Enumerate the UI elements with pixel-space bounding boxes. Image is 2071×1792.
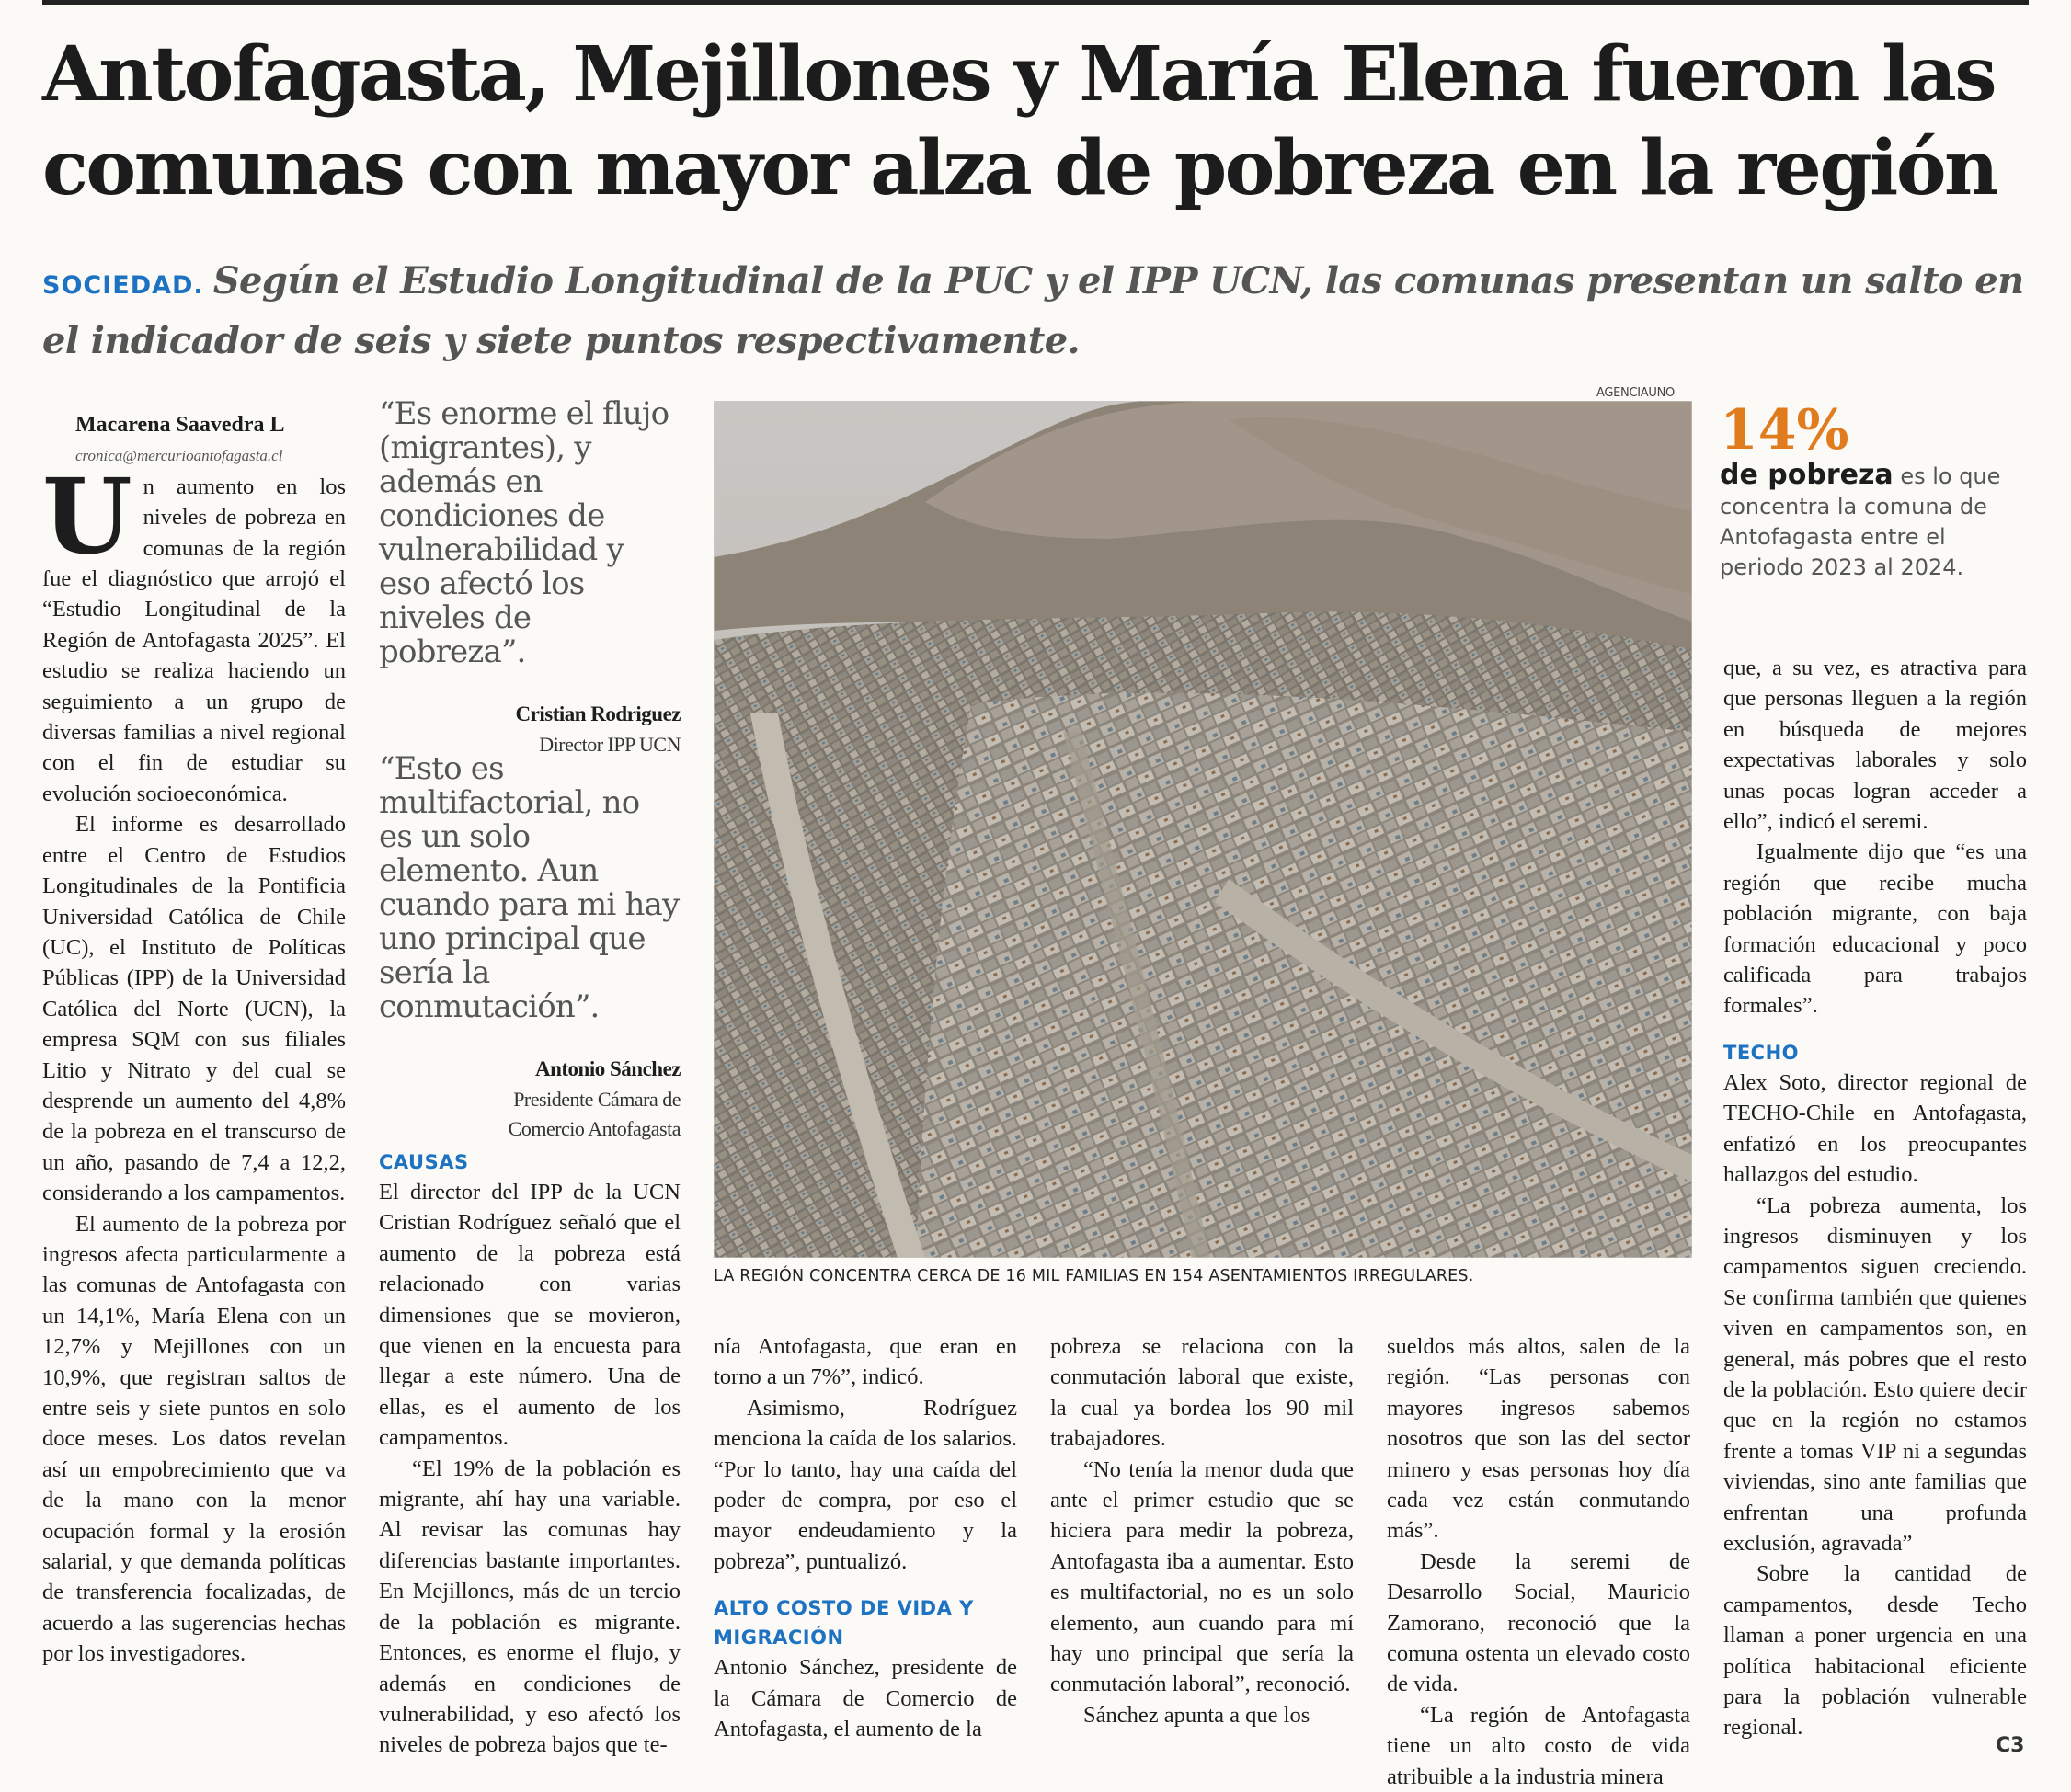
quote-author: Cristian Rodriguez: [515, 702, 681, 725]
headline-line-2: comunas con mayor alza de pobreza en la región: [42, 124, 1997, 212]
quote-role: Presidente Cámara de Comercio Antofagasta: [508, 1088, 681, 1140]
headline-line-1: Antofagasta, Mejillones y María Elena fueron las: [42, 30, 1996, 119]
kicker-text: Según el Estudio Longitudinal de la PUC y el IPP UCN, las comunas presentan un salto en el indicador de seis y siete puntos respectivamente.: [42, 259, 2024, 362]
paragraph: Igualmente dijo que “es una región que recibe mucha población migrante, con baja formación educacional y poco calificada para trabajos formales”.: [1723, 839, 2027, 1019]
paragraph: Asimismo, Rodríguez menciona la caída de los salarios. “Por lo tanto, hay una caída del poder de compra, por eso el mayor endeudamiento y la pobreza”, puntualizó.: [714, 1395, 1017, 1574]
paragraph: pobreza se relaciona con la conmutación laboral que existe, la cual ya bordea los 90 mil trabajadores.: [1050, 1334, 1354, 1452]
article-column-5: [1387, 1331, 1690, 1792]
stat-description: [1720, 460, 2032, 583]
quote-text: “Esto es multifactorial, no es un solo elemento. Aun cuando para mi hay uno principal que sería la conmutación”.: [379, 750, 680, 1025]
paragraph: “La región de Antofagasta tiene un alto costo de vida atribuible a la industria minera: [1387, 1702, 1690, 1789]
paragraph: “No tenía la menor duda que ante el primer estudio que se hiciera para medir la pobreza, Antofagasta iba a aumentar. Esto es multifactorial, no es un solo elemento, aun cuando para mí hay uno principal que sería la conmutación laboral”, reconoció.: [1050, 1456, 1354, 1697]
pull-quote-2: [379, 752, 681, 1144]
photo-illustration: [714, 401, 1692, 1258]
article-column-3: [714, 1331, 1017, 1744]
stat-box: [1720, 398, 2032, 583]
drop-cap: U: [42, 456, 132, 577]
paragraph: Sánchez apunta a que los: [1083, 1702, 1310, 1728]
paragraph: El informe es desarrollado entre el Centro de Estudios Longitudinales de la Pontificia Universidad Católica de Chile (UC), el Instituto de Políticas Públicas (IPP) de la Universidad Católica del Norte (UCN), la empresa SQM con sus filiales Litio y Nitrato y del cual se desprende un aumento del 4,8% de la pobreza en el transcurso de un año, pasando de 7,4 a 12,2, considerando a los campamentos.: [42, 812, 346, 1206]
quote-role: Director IPP UCN: [539, 733, 681, 756]
paragraph: “El 19% de la población es migrante, ahí hay una variable. Al revisar las comunas hay diferencias bastante importantes. En Mejillones, más de un tercio de la población es migrante. Entonces, es enorme el flujo, y además en condiciones de vulnerabilidad, y eso afectó los niveles de pobreza bajos que te-: [379, 1455, 681, 1758]
subhead-migracion: MIGRACIÓN: [714, 1626, 844, 1649]
byline-author: Macarena Saavedra L: [75, 413, 285, 437]
photo-credit: AGENCIAUNO: [1596, 386, 1675, 400]
paragraph: “La pobreza aumenta, los ingresos disminuyen y los campamentos siguen creciendo. Se confirma también que quienes viven en campamentos son, en general, más pobres que el resto de la población. Esto quiere decir que en la región no estamos frente a tomas VIP ni a segundas viviendas, sino ante familias que enfrentan una profunda exclusión, agravada”: [1723, 1193, 2027, 1556]
subhead-techo: TECHO: [1723, 1041, 1800, 1064]
paragraph: El aumento de la pobreza por ingresos afecta particularmente a las comunas de Antofagasta con un 14,1%, María Elena con un 12,7% y Mejillones con un 10,9%, que registran saltos de entre seis y siete puntos en solo doce meses. Los datos revelan así un empobrecimiento que va de la mano con la menor ocupación formal y la erosión salarial, y que demanda políticas de transferencia focalizadas, de acuerdo a las sugerencias hechas por los investigadores.: [42, 1211, 346, 1667]
paragraph: Antonio Sánchez, presidente de la Cámara de Comercio de Antofagasta, el aumento de la: [714, 1655, 1017, 1742]
quote-author: Antonio Sánchez: [535, 1057, 681, 1080]
settlement-aerial-photo: [714, 401, 1692, 1258]
stat-text: es lo que concentra la comuna de Antofagasta entre el periodo 2023 al 2024.: [1720, 463, 2001, 580]
paragraph: Desde la seremi de Desarrollo Social, Mauricio Zamorano, reconoció que la comuna ostenta un elevado costo de vida.: [1387, 1548, 1690, 1697]
quote-text: “Es enorme el flujo (migrantes), y además en condiciones de vulnerabilidad y eso afectó los niveles de pobreza”.: [379, 395, 669, 670]
article-column-2: [379, 1147, 681, 1761]
article-column-1: [42, 410, 346, 1670]
article-column-6: [1723, 653, 2027, 1743]
byline-email: cronica@mercurioantofagasta.cl: [75, 447, 283, 465]
photo-caption: LA REGIÓN CONCENTRA CERCA DE 16 MIL FAMILIAS EN 154 ASENTAMIENTOS IRREGULARES.: [714, 1267, 1474, 1285]
stat-bold: de pobreza: [1720, 459, 1894, 491]
pull-quote-1: [379, 397, 681, 759]
paragraph: que, a su vez, es atractiva para que personas lleguen a la región en búsqueda de mejores expectativas laborales y solo unas pocas logran acceder a ello”, indicó el seremi.: [1723, 656, 2027, 835]
subhead-alto-costo: ALTO COSTO DE VIDA Y: [714, 1597, 974, 1620]
headline: [42, 28, 2038, 215]
paragraph: Sobre la cantidad de campamentos, desde Techo llaman a poner urgencia en una política habitacional eficiente para la población vulnerable regional.: [1723, 1561, 2027, 1741]
top-rule: [42, 0, 2029, 5]
paragraph: Alex Soto, director regional de TECHO-Chile en Antofagasta, enfatizó en los preocupantes hallazgos del estudio.: [1723, 1069, 2027, 1188]
section-label: SOCIEDAD.: [42, 271, 204, 300]
end-mark: C3: [1996, 1734, 2025, 1757]
lead-text: n aumento en los niveles de pobreza en comunas de la región fue el diagnóstico que arrojó el “Estudio Longitudinal de la Región de Antofagasta 2025”. El estudio se realiza haciendo un seguimiento a un grupo de diversas familias a nivel regional con el fin de estudiar su evolución socioeconómica.: [42, 474, 346, 806]
stat-number: 14%: [1720, 398, 1849, 462]
article-column-4: [1050, 1331, 1354, 1730]
kicker: [42, 254, 2038, 369]
paragraph: sueldos más altos, salen de la región. “Las personas con mayores ingresos sabemos nosotros que son las del sector minero y esas personas hoy día cada vez están conmutando más”.: [1387, 1334, 1690, 1544]
paragraph: El director del IPP de la UCN Cristian Rodríguez señaló que el aumento de la pobreza está relacionado con varias dimensiones que se movieron, que vienen en la encuesta para llegar a este número. Una de ellas, es el aumento de los campamentos.: [379, 1180, 681, 1451]
subhead-causas: CAUSAS: [379, 1151, 469, 1173]
paragraph: nía Antofagasta, que eran en torno a un 7%”, indicó.: [714, 1334, 1017, 1390]
